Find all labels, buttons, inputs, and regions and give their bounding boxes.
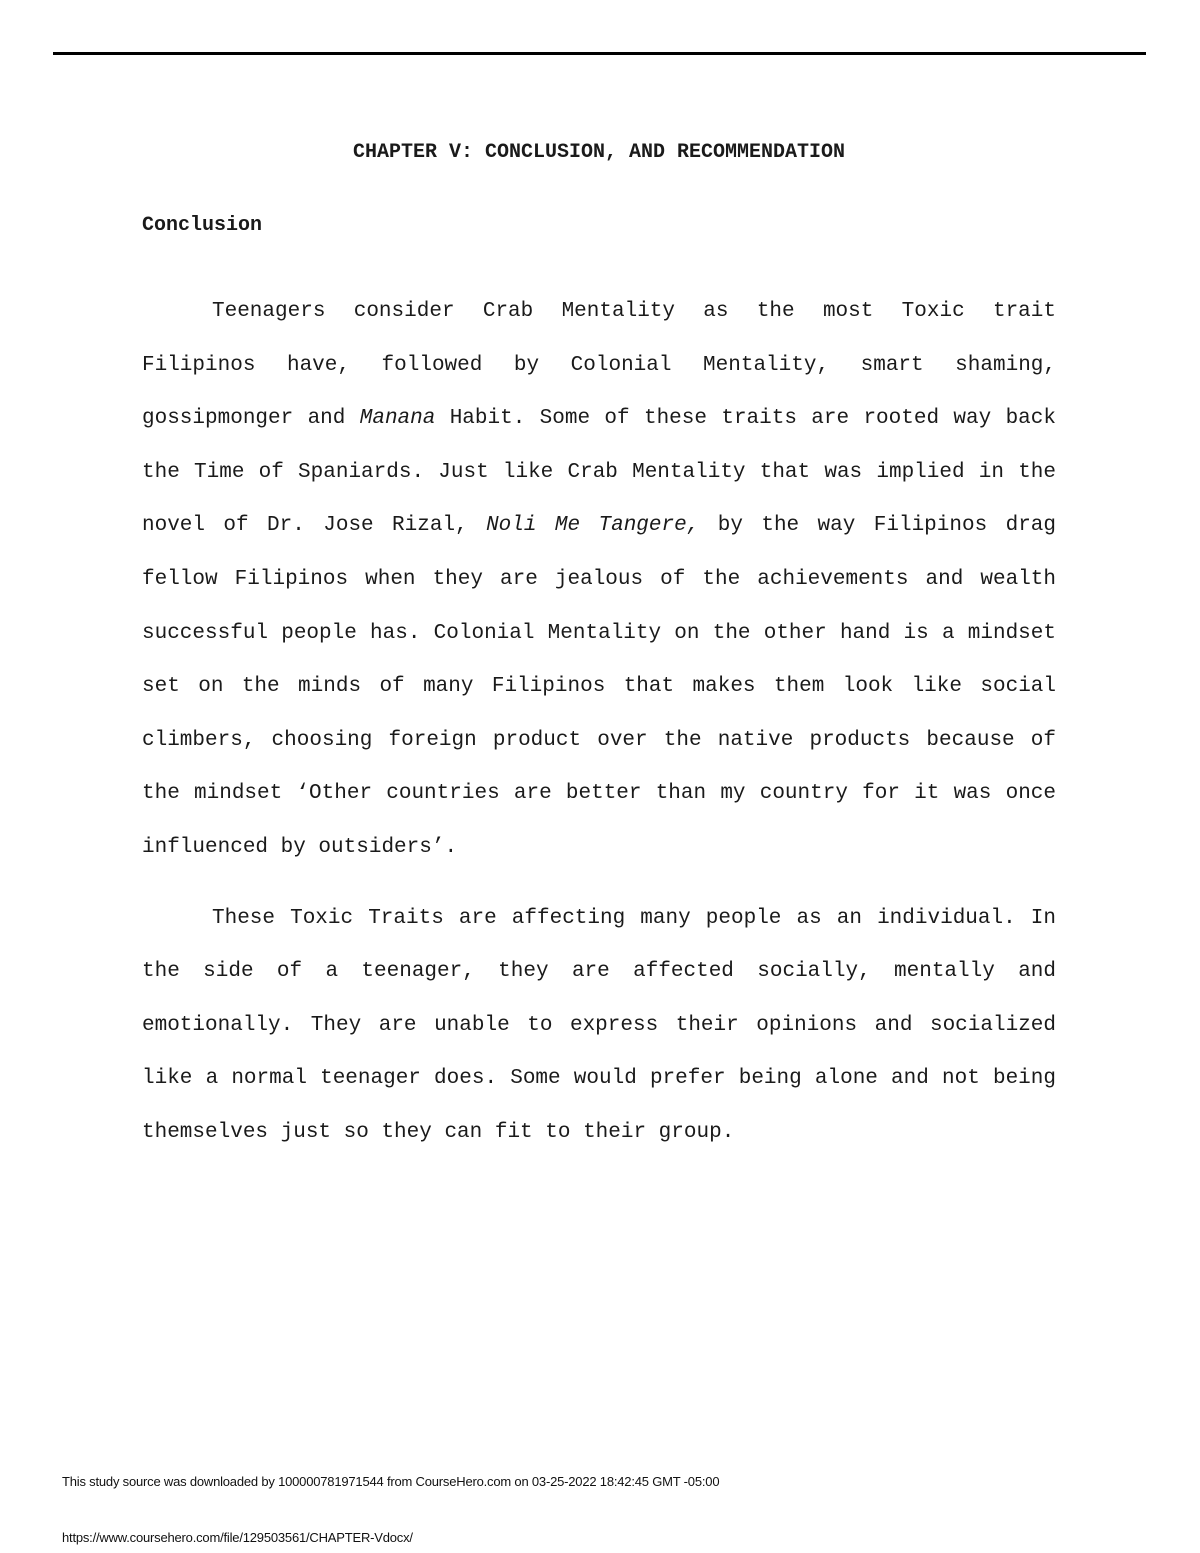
top-divider: [53, 52, 1146, 55]
document-page: [142, 138, 1056, 1160]
italic-noli-me-tangere: Noli Me Tangere,: [486, 514, 700, 538]
download-source-note: This study source was downloaded by 100000781971544 from CourseHero.com on 03-25-2022 18:42:45 GMT -05:00: [62, 1474, 720, 1489]
paragraph-2: These Toxic Traits are affecting many people as an individual. In the side of a teenager, they are affected socially, mentally and emotionally. They are unable to express their opinions and socialized like a normal teenager does. Some would prefer being alone and not being themselves just so they can fit to their group.: [142, 906, 1056, 1144]
paragraph-1-text-c: by the way Filipinos drag fellow Filipinos when they are jealous of the achievements and wealth successful people has. Colonial Mentality on the other hand is a mindset set on the minds of many Filipinos that makes them look like social climbers, choosing foreign product over the native products because of the mindset ‘Other countries are better than my country for it was once influenced by outsiders’.: [142, 514, 1056, 859]
paragraph-1: [142, 285, 1056, 875]
chapter-title: CHAPTER V: CONCLUSION, AND RECOMMENDATION: [352, 141, 846, 164]
paragraph-1-text-a: Teenagers consider Crab Mentality as the most Toxic trait Filipinos have, followed by Colonial Mentality, smart shaming, gossipmonger and: [142, 300, 1056, 431]
section-heading-conclusion: Conclusion: [142, 214, 263, 237]
source-url[interactable]: https://www.coursehero.com/file/129503561/CHAPTER-Vdocx/: [62, 1530, 413, 1545]
italic-manana: Manana: [359, 407, 436, 431]
paragraph-1-text-b: Habit. Some of these traits are rooted way back the Time of Spaniards. Just like Crab Mentality that was implied in the novel of Dr. Jose Rizal,: [142, 407, 1056, 538]
